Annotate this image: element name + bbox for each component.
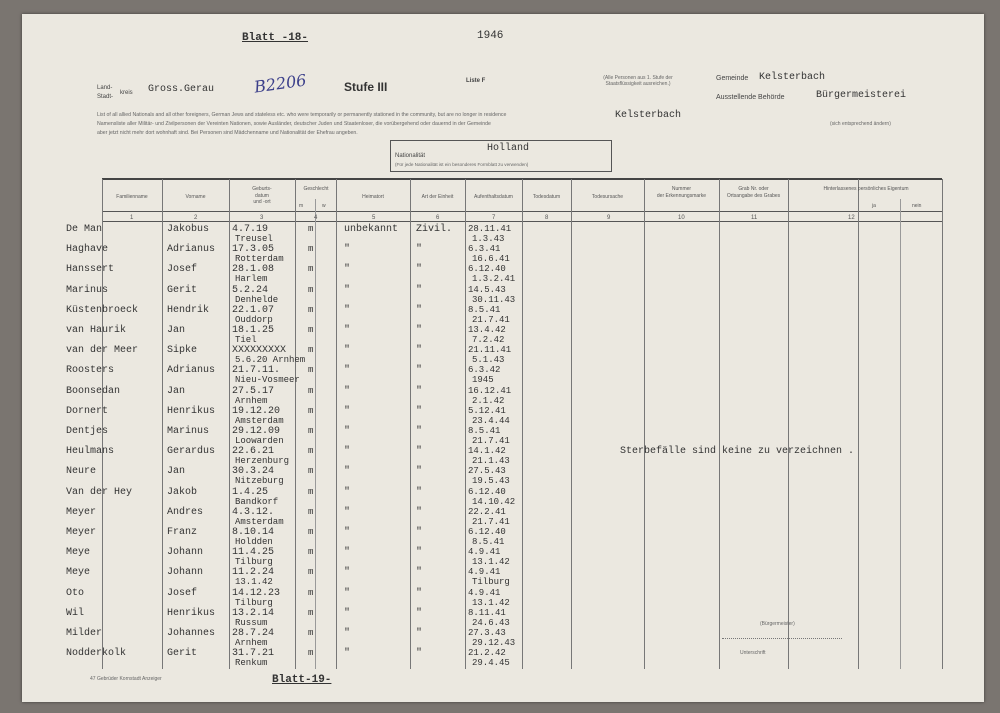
cell-unit: " <box>416 567 423 579</box>
cell-unit: " <box>416 648 423 660</box>
handwritten-reference: B2206 <box>252 70 308 97</box>
cell-unit: " <box>416 345 423 357</box>
cell-surname: Wil <box>66 607 85 619</box>
cell-birth-date: 21.7.11. <box>232 365 281 377</box>
behoerde-label: Ausstellende Behörde <box>716 94 785 101</box>
remark-no-deaths: Sterbefälle sind keine zu verzeichnen . <box>620 446 855 457</box>
cell-stay-from: 6.12.40 <box>468 486 506 497</box>
cell-unit: " <box>416 325 423 336</box>
cell-stay-to: 1.3.43 <box>472 234 505 244</box>
cell-birth-place: Arnhem <box>235 638 268 648</box>
cell-birth-date: 30.3.24 <box>232 466 275 478</box>
cell-stay-from: 21.2.42 <box>468 648 506 659</box>
col-number: 3 <box>260 215 264 221</box>
cell-stay-to: 7.2.42 <box>472 335 505 345</box>
col-number: 12 <box>848 215 855 221</box>
cell-firstname: Josef <box>167 587 198 599</box>
cell-surname: Dentjes <box>66 426 109 437</box>
cell-sex: m <box>308 506 314 517</box>
cell-firstname: Jan <box>167 325 186 336</box>
cell-unit: " <box>416 244 423 256</box>
cell-home: " <box>344 325 351 336</box>
col-number: 7 <box>492 215 496 221</box>
next-blatt: Blatt-19- <box>272 674 332 686</box>
cell-birth-place: Nieu-Vosmeer <box>235 375 300 386</box>
cell-stay-to: 29.4.45 <box>472 658 510 669</box>
cell-stay-to: 13.1.42 <box>472 597 510 608</box>
cell-stay-from: 8.5.41 <box>468 304 501 315</box>
cell-stay-from: 6.12.40 <box>468 527 506 537</box>
cell-stay-from: 4.9.41 <box>468 587 501 598</box>
col-number: 4 <box>314 215 318 221</box>
col-sub-w: w <box>322 203 326 209</box>
col-line <box>858 179 859 669</box>
cell-sex: m <box>308 466 314 477</box>
cell-birth-date: 11.4.25 <box>232 547 275 559</box>
cell-birth-date: 4.7.19 <box>232 224 269 235</box>
cell-birth-date: 22.6.21 <box>232 446 275 458</box>
cell-birth-date: 17.3.05 <box>232 244 275 256</box>
cell-birth-place: Loowarden <box>235 436 284 446</box>
cell-firstname: Jakob <box>167 486 198 498</box>
cell-unit: " <box>416 405 423 417</box>
cell-stay-to: 14.10.42 <box>472 496 516 507</box>
cell-home: " <box>344 607 351 619</box>
description-note: aber jetzt nicht mehr dort wohnhaft sind. Bei Personen sind Mädchenname und Nationalität der Ehefrau angeben. <box>97 130 358 136</box>
cell-birth-date: 11.2.24 <box>232 567 275 579</box>
cell-stay-to: 16.6.41 <box>472 254 510 265</box>
cell-home: unbekannt <box>344 224 399 235</box>
col-header-birth: Geburts- datum und -ort <box>252 186 272 205</box>
cell-home: " <box>344 466 351 478</box>
cell-birth-place: Amsterdam <box>235 415 284 426</box>
col-number: 2 <box>194 215 198 221</box>
cell-birth-date: 28.7.24 <box>232 628 275 639</box>
signature-label-mayor: (Bürgermeister) <box>760 621 795 627</box>
cell-home: " <box>344 587 351 599</box>
cell-sex: m <box>308 244 314 255</box>
cell-birth-date: 18.1.25 <box>232 325 275 336</box>
land-label: Land- <box>97 85 113 91</box>
cell-unit: Zivil. <box>416 224 453 235</box>
cell-home: " <box>344 527 351 538</box>
cell-birth-place: Holdden <box>235 537 273 547</box>
cell-stay-to: 2.1.42 <box>472 395 505 406</box>
cell-home: " <box>344 365 351 377</box>
cell-sex: m <box>308 365 314 376</box>
cell-home: " <box>344 405 351 417</box>
description-en: List of all allied Nationals and all other foreigners, German Jews and stateless etc. who were temporarily or permanently stationed in the community, but are no longer in residence <box>97 112 507 118</box>
cell-home: " <box>344 446 351 458</box>
cell-unit: " <box>416 385 423 397</box>
cell-unit: " <box>416 547 423 559</box>
cell-surname: De Man <box>66 224 103 235</box>
col-number: 1 <box>130 215 134 221</box>
cell-unit: " <box>416 304 423 316</box>
stufe-title: Stufe III <box>344 80 388 94</box>
cell-sex: m <box>308 264 314 275</box>
cell-sex: m <box>308 587 314 598</box>
cell-unit: " <box>416 466 423 478</box>
cell-sex: m <box>308 628 314 638</box>
cell-stay-from: 6.3.41 <box>468 244 501 255</box>
col-sub-nein: nein <box>912 203 922 209</box>
cell-birth-place: Amsterdam <box>235 516 284 527</box>
cell-firstname: Franz <box>167 527 198 538</box>
cell-home: " <box>344 264 351 276</box>
gemeinde-value: Kelsterbach <box>759 72 826 83</box>
col-number: 9 <box>607 215 611 221</box>
cell-stay-to: 23.4.44 <box>472 415 510 426</box>
cell-stay-from: 6.3.42 <box>468 365 501 376</box>
cell-surname: Nodderkolk <box>66 648 127 660</box>
cell-surname: Meyer <box>66 527 97 538</box>
cell-birth-place: Denhelde <box>235 294 279 305</box>
cell-surname: van der Meer <box>66 345 139 357</box>
place-name: Kelsterbach <box>615 110 682 121</box>
cell-firstname: Josef <box>167 264 198 276</box>
cell-birth-place: Nitzeburg <box>235 476 284 487</box>
cell-birth-date: 29.12.09 <box>232 426 281 437</box>
cell-birth-place: Treusel <box>235 234 273 244</box>
cell-unit: " <box>416 607 423 619</box>
cell-surname: Meye <box>66 567 91 579</box>
cell-stay-from: 28.11.41 <box>468 224 512 234</box>
cell-birth-date: 14.12.23 <box>232 587 281 599</box>
cell-surname: Küstenbroeck <box>66 304 139 316</box>
cell-birth-date: 27.5.17 <box>232 385 275 397</box>
col-header-death-date: Todesdatum <box>532 194 561 200</box>
cell-stay-from: 14.1.42 <box>468 446 506 457</box>
cell-stay-from: 14.5.43 <box>468 284 506 295</box>
cell-stay-to: 21.1.43 <box>472 456 510 467</box>
printer-imprint: 47 Gebrüder Kornstadt Anzeiger <box>90 676 162 682</box>
cell-surname: van Haurik <box>66 325 127 336</box>
cell-firstname: Hendrik <box>167 304 210 316</box>
cell-stay-from: 4.9.41 <box>468 567 501 578</box>
cell-home: " <box>344 284 351 296</box>
cell-sex: m <box>308 446 314 457</box>
cell-sex: m <box>308 224 314 234</box>
cell-home: " <box>344 304 351 316</box>
cell-home: " <box>344 426 351 437</box>
cell-stay-to: 24.6.43 <box>472 617 510 628</box>
cell-stay-from: 8.11.41 <box>468 607 506 618</box>
cell-surname: Van der Hey <box>66 486 133 498</box>
col-line <box>942 179 943 669</box>
cell-surname: Boonsedan <box>66 385 121 397</box>
col-line <box>295 179 296 669</box>
cell-birth-date: 13.2.14 <box>232 607 275 619</box>
cell-surname: Roosters <box>66 365 115 377</box>
cell-unit: " <box>416 264 423 276</box>
cell-home: " <box>344 648 351 660</box>
cell-stay-to: 21.7.41 <box>472 516 510 527</box>
cell-stay-from: 6.12.40 <box>468 264 506 275</box>
behoerde-value: Bürgermeisterei <box>816 90 907 101</box>
cell-unit: " <box>416 284 423 296</box>
col-header-surname: Familienname <box>116 194 148 200</box>
signature-label: Unterschrift <box>740 650 766 656</box>
blatt-number: Blatt -18- <box>242 32 309 44</box>
cell-sex: m <box>308 547 314 558</box>
cell-firstname: Gerardus <box>167 446 216 458</box>
cell-unit: " <box>416 365 423 377</box>
cell-home: " <box>344 628 351 639</box>
cell-stay-to: 21.7.41 <box>472 314 510 325</box>
cell-surname: Dornert <box>66 405 109 417</box>
col-header-id-tag: Nummer der Erkennungsmarke <box>656 186 707 199</box>
cell-stay-to: 21.7.41 <box>472 436 510 446</box>
cell-surname: Hanssert <box>66 264 115 276</box>
cell-stay-from: 21.11.41 <box>468 345 512 356</box>
year: 1946 <box>477 30 504 42</box>
cell-sex: m <box>308 607 314 618</box>
cell-birth-place: Rotterdam <box>235 254 284 265</box>
col-number: 6 <box>436 215 440 221</box>
cell-sex: m <box>308 284 314 295</box>
cell-birth-place: Bandkorf <box>235 496 279 507</box>
kreis-label: kreis <box>120 90 133 96</box>
cell-sex: m <box>308 385 314 396</box>
cell-firstname: Andres <box>167 506 204 518</box>
cell-firstname: Jakobus <box>167 224 210 235</box>
cell-birth-date: XXXXXXXXX <box>232 345 287 357</box>
cell-stay-from: 8.5.41 <box>468 426 501 436</box>
cell-birth-date: 19.12.20 <box>232 405 281 417</box>
cell-surname: Milder <box>66 628 103 639</box>
right-note: (sich entsprechend ändern) <box>830 121 891 127</box>
cell-stay-from: 5.12.41 <box>468 405 506 416</box>
cell-surname: Marinus <box>66 284 109 296</box>
cell-birth-place: Tiel <box>235 335 257 345</box>
cell-stay-from: 22.2.41 <box>468 506 506 517</box>
cell-sex: m <box>308 486 314 497</box>
cell-sex: m <box>308 567 314 578</box>
cell-sex: m <box>308 345 314 356</box>
col-header-death-cause: Todesursache <box>591 194 624 200</box>
nationality-value: Holland <box>487 143 530 154</box>
selection-note: (Alle Personen aus 1. Stufe der Staatsflüssigkeit ausreichen.) <box>603 75 673 88</box>
col-line <box>229 179 230 669</box>
cell-birth-date: 22.1.07 <box>232 304 275 316</box>
col-line <box>644 179 645 669</box>
cell-birth-date: 31.7.21 <box>232 648 275 660</box>
cell-birth-date: 4.3.12. <box>232 506 275 518</box>
cell-stay-to: 1.3.2.41 <box>472 274 516 285</box>
cell-sex: m <box>308 426 314 436</box>
kreis-value: Gross.Gerau <box>148 84 215 95</box>
col-sub-m: m <box>299 203 304 209</box>
cell-unit: " <box>416 628 423 639</box>
cell-home: " <box>344 547 351 559</box>
cell-sex: m <box>308 304 314 315</box>
nationality-note: (Für jede Nationalität ist ein besonderes Formblatt zu verwenden) <box>395 162 529 167</box>
cell-stay-to: 1945 <box>472 375 494 386</box>
cell-surname: Meye <box>66 547 91 559</box>
cell-stay-from: 13.4.42 <box>468 325 506 335</box>
description-de: Namensliste aller Militär- und Zivilpersonen der Vereinten Nationen, sowie Ausländer, deutscher Juden und Staatenloser, die vorübergehend oder dauernd in der Gemeinde <box>97 121 491 127</box>
col-line <box>719 179 720 669</box>
cell-stay-to: 29.12.43 <box>472 638 516 648</box>
cell-firstname: Johann <box>167 547 204 559</box>
cell-unit: " <box>416 486 423 498</box>
cell-home: " <box>344 385 351 397</box>
cell-sex: m <box>308 648 314 659</box>
cell-home: " <box>344 506 351 518</box>
stadt-label: Stadt- <box>97 94 114 100</box>
cell-firstname: Adrianus <box>167 244 216 256</box>
col-sub-ja: ja <box>872 203 876 209</box>
cell-birth-date: 28.1.08 <box>232 264 275 276</box>
cell-stay-from: 4.9.41 <box>468 547 501 558</box>
cell-home: " <box>344 486 351 498</box>
gemeinde-label: Gemeinde <box>716 75 749 82</box>
cell-stay-from: 27.5.43 <box>468 466 506 477</box>
cell-birth-place: 5.6.20 Arnhem <box>235 355 306 366</box>
cell-surname: Meyer <box>66 506 97 518</box>
cell-surname: Haghave <box>66 244 109 256</box>
col-header-sex: Geschlecht <box>303 186 329 192</box>
col-header-home: Heimatort <box>362 194 384 200</box>
cell-firstname: Jan <box>167 466 186 478</box>
cell-home: " <box>344 244 351 256</box>
cell-stay-to: 13.1.42 <box>472 557 510 568</box>
cell-sex: m <box>308 405 314 416</box>
cell-stay-to: 30.11.43 <box>472 294 516 305</box>
cell-birth-place: Renkum <box>235 658 268 669</box>
cell-birth-place: 13.1.42 <box>235 577 273 588</box>
cell-birth-place: Ouddorp <box>235 314 273 325</box>
col-header-property: Hinterlassenes persönliches Eigentum <box>823 186 909 192</box>
cell-birth-place: Herzenburg <box>235 456 290 467</box>
cell-stay-from: 27.3.43 <box>468 628 506 638</box>
cell-firstname: Gerit <box>167 284 198 296</box>
cell-firstname: Marinus <box>167 426 210 437</box>
cell-home: " <box>344 345 351 357</box>
col-number: 10 <box>678 215 685 221</box>
cell-firstname: Gerit <box>167 648 198 660</box>
cell-sex: m <box>308 527 314 537</box>
cell-stay-to: 5.1.43 <box>472 355 505 366</box>
cell-unit: " <box>416 446 423 458</box>
col-line <box>162 179 163 669</box>
cell-surname: Neure <box>66 466 97 478</box>
cell-birth-date: 8.10.14 <box>232 527 275 538</box>
document-sheet <box>22 14 984 702</box>
col-line <box>571 179 572 669</box>
cell-stay-from: 16.12.41 <box>468 385 512 396</box>
cell-surname: Heulmans <box>66 446 115 458</box>
nationality-box <box>390 140 612 172</box>
cell-firstname: Adrianus <box>167 365 216 377</box>
cell-birth-place: Tilburg <box>235 557 273 568</box>
cell-birth-date: 5.2.24 <box>232 284 269 296</box>
signature-line <box>722 638 842 639</box>
col-header-unit: Art der Einheit <box>421 194 454 200</box>
col-number: 11 <box>751 215 758 221</box>
cell-stay-to: 8.5.41 <box>472 537 505 547</box>
cell-firstname: Henrikus <box>167 607 216 619</box>
cell-birth-place: Tilburg <box>235 597 273 608</box>
nationality-label: Nationalität <box>395 153 426 159</box>
cell-surname: Oto <box>66 587 85 599</box>
col-header-firstname: Vorname <box>185 194 206 200</box>
col-line <box>410 179 411 669</box>
cell-unit: " <box>416 527 423 538</box>
cell-firstname: Johannes <box>167 628 216 639</box>
cell-firstname: Jan <box>167 385 186 397</box>
col-line <box>336 179 337 669</box>
sex-subdivider <box>315 199 316 669</box>
property-subdivider <box>900 199 901 669</box>
col-line <box>522 179 523 669</box>
cell-birth-place: Russum <box>235 617 268 628</box>
cell-unit: " <box>416 426 423 437</box>
cell-unit: " <box>416 587 423 599</box>
cell-birth-place: Arnhem <box>235 395 268 406</box>
cell-birth-date: 1.4.25 <box>232 486 269 498</box>
cell-firstname: Sipke <box>167 345 198 357</box>
col-line <box>788 179 789 669</box>
cell-firstname: Johann <box>167 567 204 579</box>
cell-birth-place: Harlem <box>235 274 268 285</box>
col-header-stay: Aufenthaltsdatum <box>474 194 513 200</box>
liste-label: Liste F <box>466 78 486 84</box>
cell-sex: m <box>308 325 314 335</box>
cell-stay-to: Tilburg <box>472 577 510 588</box>
cell-unit: " <box>416 506 423 518</box>
col-number: 5 <box>372 215 376 221</box>
col-header-grave: Grab Nr. oder Ortsangabe des Grabes <box>726 186 781 199</box>
cell-home: " <box>344 567 351 579</box>
col-number: 8 <box>545 215 549 221</box>
cell-firstname: Henrikus <box>167 405 216 417</box>
cell-stay-to: 19.5.43 <box>472 476 510 487</box>
col-line <box>465 179 466 669</box>
